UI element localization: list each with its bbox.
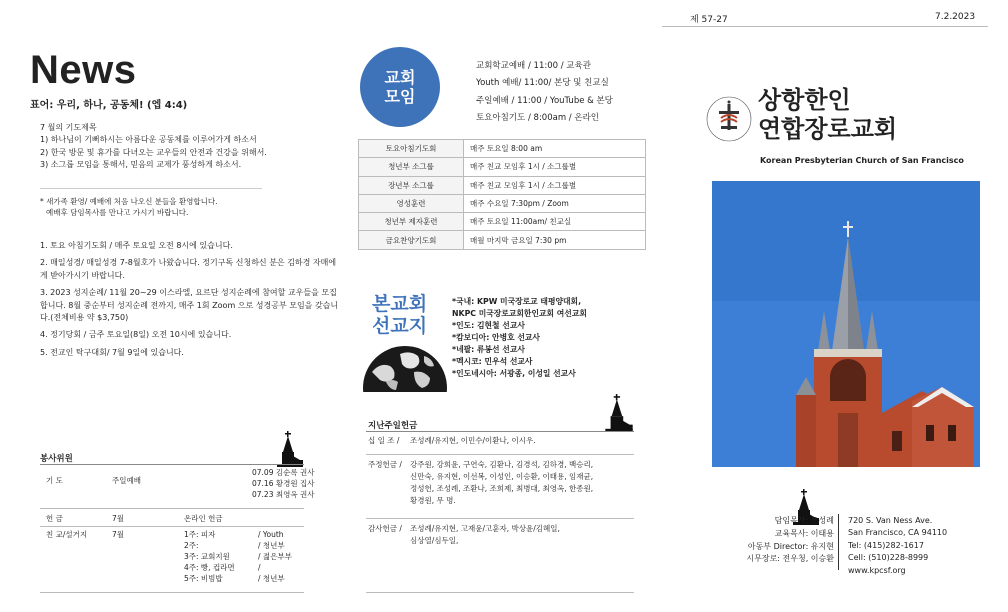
table-row	[359, 158, 646, 176]
news-item: 1. 토요 아침기도회 / 매주 토요일 오전 8시에 있습니다.	[40, 241, 233, 250]
fellowship-week: 1주: 피자	[184, 530, 216, 539]
prayer-item: 3) 소그룹 모임을 통해서, 믿음의 교제가 풍성하게 하소서.	[40, 160, 242, 170]
phone: Tel: (415)282-1617	[848, 540, 924, 550]
offering-line: 강주원, 강희윤, 구연숙, 김환나, 김경석, 김하경, 백승리,	[410, 460, 594, 469]
fellowship-group: /	[258, 562, 261, 572]
table-row	[359, 194, 646, 212]
schedule-time: 매월 마지막 금요일 7:30 pm	[464, 231, 646, 249]
service-item: 주일예배 / 11:00 / YouTube & 본당	[476, 95, 613, 106]
volunteer-label: 친 교/설거지	[46, 530, 88, 539]
missionary-line: *멕시코: 민우석 선교사	[452, 357, 533, 367]
globe-icon	[362, 342, 448, 392]
issue-number: 제 57-27	[690, 15, 728, 25]
news-item: 5. 전교인 탁구대회/ 7월 9일에 있습니다.	[40, 347, 184, 357]
welcome-line: * 새가족 환영/ 예배에 처음 나오신 분들을 환영합니다.	[40, 197, 218, 206]
contact-info	[848, 515, 947, 577]
badge-line: 모임	[384, 87, 416, 106]
offering-names	[410, 523, 630, 547]
schedule-name: 금요찬양기도회	[359, 231, 464, 249]
volunteer-label: 헌 금	[46, 514, 63, 523]
schedule-time: 매주 토요일 11:00am/ 친교실	[464, 213, 646, 231]
missionary-line: *캄보디아: 안병호 선교사	[452, 333, 540, 343]
offering-names	[410, 459, 630, 507]
fellowship-group: / 청년부	[258, 573, 285, 583]
staff-list	[730, 515, 834, 566]
divider	[366, 518, 634, 519]
service-item: Youth 예배/ 11:00/ 본당 및 친교실	[476, 78, 609, 89]
fellowship-groups	[258, 530, 338, 584]
church-silhouette-icon	[276, 430, 304, 468]
news-item: 2. 매일성경/ 매일성경 7-8월호가 나왔습니다. 정기구독 신청하신 분은 김하경 자매에게 받아가시기 바랍니다.	[40, 258, 337, 280]
divider	[40, 464, 304, 465]
schedule-table	[358, 139, 646, 250]
staff-line: 담임목사: 조성례	[774, 516, 834, 525]
church-name-korean	[758, 86, 897, 144]
table-row	[359, 176, 646, 194]
offering-row-tithe	[368, 435, 630, 447]
volunteer-service: 주일예배	[112, 476, 141, 485]
staff-line: 아동부 Director: 유지현	[747, 541, 834, 551]
fellowship-group: / Youth	[258, 530, 284, 539]
mission-title	[372, 294, 427, 338]
website-link[interactable]: www.kpcsf.org	[848, 565, 906, 575]
address-line: 720 S. Van Ness Ave.	[848, 516, 933, 525]
fellowship-weeks	[184, 530, 258, 584]
offering-line: 황경원, 무 명.	[410, 496, 456, 505]
news-item: 3. 2023 성지순례/ 11월 20~29 이스라엘, 요르단 성지순례에 참여할 교우들을 모집합니다. 8월 중순부터 성지순례 전까지, 매주 1회 Zoom 으로 성경공부 모임을 갖습니다.(전체비용 약 $3,750)	[40, 288, 339, 322]
news-title: News	[30, 48, 137, 92]
schedule-time: 매주 친교 모임후 1시 / 소그룹별	[464, 158, 646, 176]
fellowship-week: 3주: 교회지원	[184, 551, 230, 561]
staff-line: 교육목사: 이태용	[774, 528, 834, 538]
volunteer-entry: 07.09 김순록 권사	[252, 468, 315, 477]
news-item: 4. 정기당회 / 금주 토요일(8일) 오전 10시에 있습니다.	[40, 330, 232, 340]
divider	[366, 592, 634, 593]
offering-line: 조성례/유지현, 고재윤/고훈자, 박상윤/김혜일,	[410, 524, 560, 533]
volunteer-month: 7월	[112, 530, 125, 539]
fellowship-group: / 젊은부부	[258, 551, 292, 561]
services-list	[476, 58, 613, 128]
table-row	[359, 231, 646, 249]
schedule-name: 장년부 소그룹	[359, 176, 464, 194]
welcome-notice	[40, 196, 300, 219]
schedule-name: 토요아침기도회	[359, 140, 464, 158]
missionary-line: *인도: 김현철 선교사	[452, 321, 525, 331]
schedule-name: 청년부 제자훈련	[359, 213, 464, 231]
divider	[40, 188, 262, 189]
missionary-line: *국내: KPW 미국장로교 태평양대회,	[452, 297, 582, 306]
missionary-line: *인도네시아: 서광종, 이성일 선교사	[452, 369, 576, 379]
offering-row-thanks	[368, 459, 630, 507]
badge-line: 교회	[384, 67, 416, 87]
offering-row-gratitude	[368, 523, 630, 547]
fellowship-week: 4주: 빵, 컵라면	[184, 562, 235, 572]
prayer-item: 1) 하나님이 기뻐하시는 아름다운 공동체를 이루어가게 하소서	[40, 135, 257, 145]
schedule-time: 매주 수요일 7:30pm / Zoom	[464, 194, 646, 212]
table-row	[359, 213, 646, 231]
schedule-time: 매주 친교 모임후 1시 / 소그룹별	[464, 176, 646, 194]
volunteer-label: 기 도	[46, 476, 63, 485]
missionary-line: *네팔: 류봉선 선교사	[452, 345, 525, 355]
divider	[366, 431, 634, 432]
volunteer-entries	[184, 468, 334, 501]
church-name-english: Korean Presbyterian Church of San Francisco	[760, 156, 964, 165]
divider	[40, 592, 304, 593]
staff-line: 시무장로: 전우청, 이승환	[746, 554, 834, 564]
volunteer-row-offering	[40, 514, 223, 525]
divider	[366, 454, 634, 455]
schedule-name: 영성훈련	[359, 194, 464, 212]
volunteer-entry: 온라인 헌금	[184, 514, 223, 523]
table-row	[359, 140, 646, 158]
fellowship-group: / 청년부	[258, 540, 285, 550]
motto: 표어: 우리, 하나, 공동체! (엡 4:4)	[30, 100, 188, 111]
meetings-badge	[360, 47, 440, 127]
fellowship-week: 2주:	[184, 540, 199, 550]
divider	[40, 508, 304, 509]
schedule-time: 매주 토요일 8:00 am	[464, 140, 646, 158]
divider	[838, 514, 839, 570]
cell-phone: Cell: (510)228-8999	[848, 553, 929, 563]
service-item: 교회학교예배 / 11:00 / 교육관	[476, 61, 591, 71]
volunteer-row-prayer	[40, 468, 334, 501]
prayer-title: 7 월의 기도제목	[40, 123, 97, 132]
prayer-item: 2) 한국 방문 및 휴가를 다녀오는 교우들의 안전과 건강을 위해서.	[40, 147, 267, 157]
volunteers-title: 봉사위원	[40, 454, 73, 464]
offering-line: 신만숙, 유지현, 이선복, 이성인, 이승환, 이태용, 임재균,	[410, 472, 594, 481]
address-line: San Francisco, CA 94110	[848, 528, 948, 538]
volunteer-entry: 07.23 최영옥 권사	[252, 489, 315, 499]
volunteer-month: 7월	[112, 514, 125, 523]
prayer-section	[40, 122, 340, 172]
offering-line: 정성헌, 조성례, 조환나, 조희제, 최병대, 최영옥, 한종원,	[410, 484, 594, 493]
church-name-line: 상항한인	[758, 86, 851, 114]
welcome-line: 예배후 담임목사를 만나고 가시기 바랍니다.	[46, 208, 189, 218]
volunteer-entry: 07.16 황경원 집사	[252, 478, 315, 488]
offering-label: 십 일 조 /	[368, 436, 400, 445]
offering-label: 감사헌금 /	[368, 524, 402, 533]
schedule-name: 청년부 소그룹	[359, 158, 464, 176]
church-name-line: 연합장로교회	[758, 114, 898, 143]
header-rule	[662, 26, 988, 27]
offering-names: 조성례/유지현, 이민수/이환나, 이시우.	[410, 436, 536, 445]
fellowship-week: 5주: 비빔밥	[184, 573, 223, 583]
news-list	[40, 240, 340, 364]
offering-title: 지난주일헌금	[368, 421, 418, 431]
church-photo	[712, 181, 980, 467]
divider	[40, 526, 304, 527]
mission-title-line: 선교지	[372, 314, 428, 337]
missionary-list	[452, 296, 652, 381]
pcusa-logo	[704, 94, 754, 144]
mission-title-line: 본교회	[372, 293, 428, 315]
offering-line: 심상열/심두일,	[410, 536, 459, 545]
volunteer-row-fellowship	[40, 530, 338, 584]
church-silhouette-icon	[604, 393, 634, 433]
offering-label: 주정헌금 /	[368, 460, 402, 469]
service-item: 토요아침기도 / 8:00am / 온라인	[476, 113, 600, 124]
issue-date: 7.2.2023	[935, 12, 976, 22]
missionary-line: NKPC 미국장로교회한인교회 여선교회	[452, 309, 587, 319]
